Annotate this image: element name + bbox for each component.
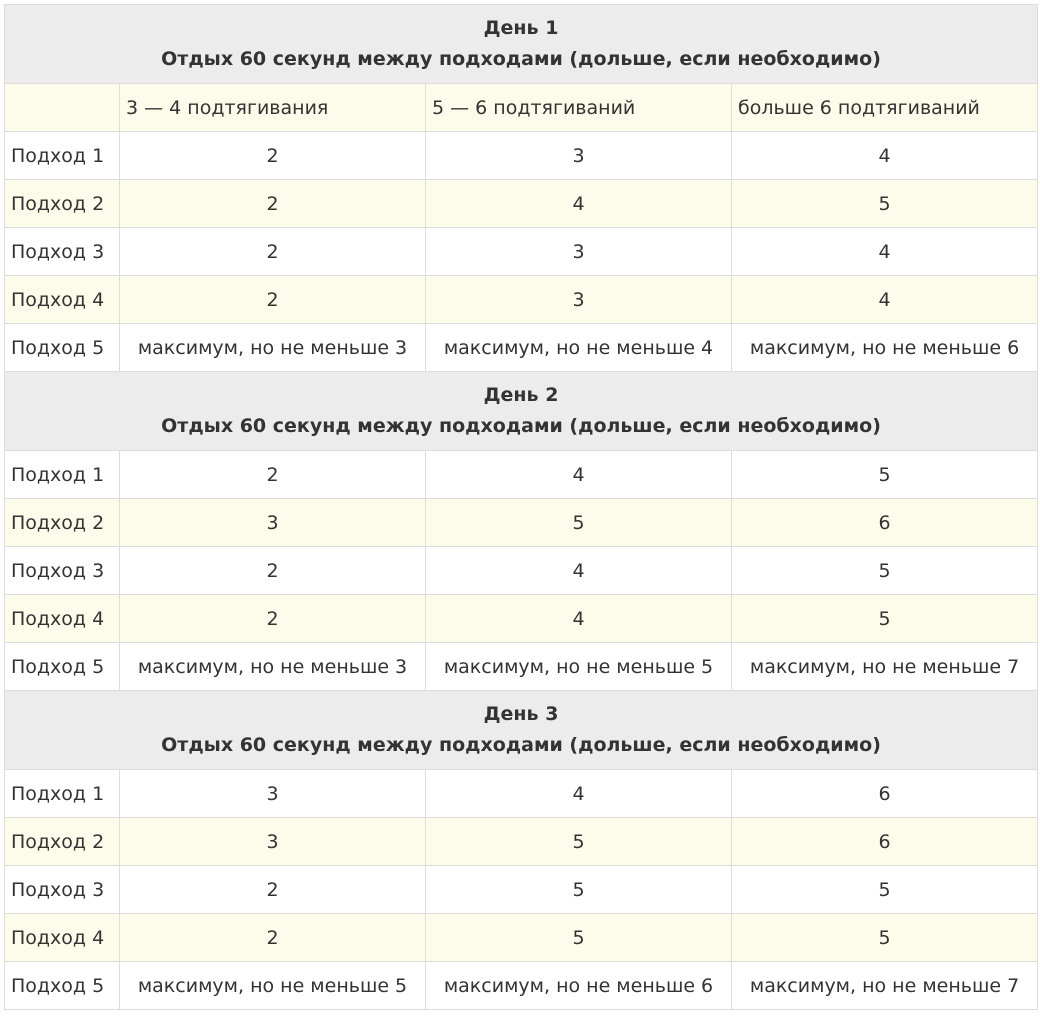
reps-cell: максимум, но не меньше 5 — [120, 962, 426, 1010]
set-label: Подход 1 — [5, 132, 120, 180]
set-label: Подход 1 — [5, 770, 120, 818]
reps-cell: 2 — [120, 547, 426, 595]
set-label: Подход 5 — [5, 643, 120, 691]
day-title: День 1 — [483, 17, 559, 39]
table-row — [5, 451, 1038, 499]
reps-cell: 4 — [426, 180, 732, 228]
reps-cell: 5 — [426, 818, 732, 866]
column-header-row — [5, 84, 1038, 132]
column-header: 5 — 6 подтягиваний — [426, 84, 732, 132]
reps-cell: 3 — [426, 276, 732, 324]
reps-cell: 6 — [732, 818, 1038, 866]
reps-cell: 4 — [732, 228, 1038, 276]
reps-cell: 3 — [426, 228, 732, 276]
reps-cell: 5 — [732, 595, 1038, 643]
reps-cell: 2 — [120, 595, 426, 643]
day-rest-note: Отдых 60 секунд между подходами (дольше, если необходимо) — [161, 48, 881, 70]
reps-cell: 2 — [120, 451, 426, 499]
reps-cell: 3 — [426, 132, 732, 180]
day-header-row — [5, 5, 1038, 84]
day-header — [5, 5, 1038, 84]
day-header-row — [5, 372, 1038, 451]
reps-cell: 5 — [426, 914, 732, 962]
table-row — [5, 962, 1038, 1010]
reps-cell: максимум, но не меньше 3 — [120, 643, 426, 691]
reps-cell: максимум, но не меньше 7 — [732, 962, 1038, 1010]
set-label: Подход 2 — [5, 818, 120, 866]
day-header-row — [5, 691, 1038, 770]
table-row — [5, 643, 1038, 691]
reps-cell: 6 — [732, 499, 1038, 547]
table-row — [5, 914, 1038, 962]
reps-cell: 3 — [120, 770, 426, 818]
table-row — [5, 180, 1038, 228]
workout-table — [4, 4, 1038, 1010]
reps-cell: 4 — [426, 451, 732, 499]
table-row — [5, 866, 1038, 914]
set-label: Подход 2 — [5, 180, 120, 228]
reps-cell: максимум, но не меньше 6 — [426, 962, 732, 1010]
reps-cell: 3 — [120, 818, 426, 866]
set-label: Подход 4 — [5, 914, 120, 962]
reps-cell: 2 — [120, 276, 426, 324]
day-title: День 3 — [483, 703, 559, 725]
column-header: 3 — 4 подтягивания — [120, 84, 426, 132]
set-label: Подход 3 — [5, 866, 120, 914]
set-label: Подход 4 — [5, 276, 120, 324]
reps-cell: максимум, но не меньше 5 — [426, 643, 732, 691]
set-label: Подход 4 — [5, 595, 120, 643]
reps-cell: 3 — [120, 499, 426, 547]
reps-cell: 2 — [120, 914, 426, 962]
reps-cell: 5 — [732, 914, 1038, 962]
reps-cell: максимум, но не меньше 6 — [732, 324, 1038, 372]
reps-cell: 5 — [426, 499, 732, 547]
table-row — [5, 324, 1038, 372]
reps-cell: 5 — [426, 866, 732, 914]
reps-cell: 2 — [120, 866, 426, 914]
reps-cell: 4 — [426, 595, 732, 643]
reps-cell: максимум, но не меньше 3 — [120, 324, 426, 372]
day-header — [5, 691, 1038, 770]
day-rest-note: Отдых 60 секунд между подходами (дольше, если необходимо) — [161, 734, 881, 756]
reps-cell: 4 — [426, 770, 732, 818]
day-header — [5, 372, 1038, 451]
set-label: Подход 5 — [5, 324, 120, 372]
table-row — [5, 595, 1038, 643]
column-header: больше 6 подтягиваний — [732, 84, 1038, 132]
set-label: Подход 3 — [5, 228, 120, 276]
reps-cell: 5 — [732, 547, 1038, 595]
set-label: Подход 1 — [5, 451, 120, 499]
set-label: Подход 3 — [5, 547, 120, 595]
day-title: День 2 — [483, 384, 559, 406]
table-row — [5, 276, 1038, 324]
reps-cell: 2 — [120, 132, 426, 180]
reps-cell: 5 — [732, 180, 1038, 228]
reps-cell: 4 — [732, 132, 1038, 180]
reps-cell: максимум, но не меньше 7 — [732, 643, 1038, 691]
table-row — [5, 547, 1038, 595]
set-label: Подход 5 — [5, 962, 120, 1010]
table-row — [5, 770, 1038, 818]
column-header — [5, 84, 120, 132]
reps-cell: 5 — [732, 866, 1038, 914]
table-row — [5, 818, 1038, 866]
day-rest-note: Отдых 60 секунд между подходами (дольше, если необходимо) — [161, 415, 881, 437]
table-row — [5, 228, 1038, 276]
table-row — [5, 132, 1038, 180]
set-label: Подход 2 — [5, 499, 120, 547]
table-row — [5, 499, 1038, 547]
reps-cell: 2 — [120, 180, 426, 228]
reps-cell: 4 — [732, 276, 1038, 324]
reps-cell: 6 — [732, 770, 1038, 818]
reps-cell: 5 — [732, 451, 1038, 499]
reps-cell: 2 — [120, 228, 426, 276]
reps-cell: максимум, но не меньше 4 — [426, 324, 732, 372]
reps-cell: 4 — [426, 547, 732, 595]
